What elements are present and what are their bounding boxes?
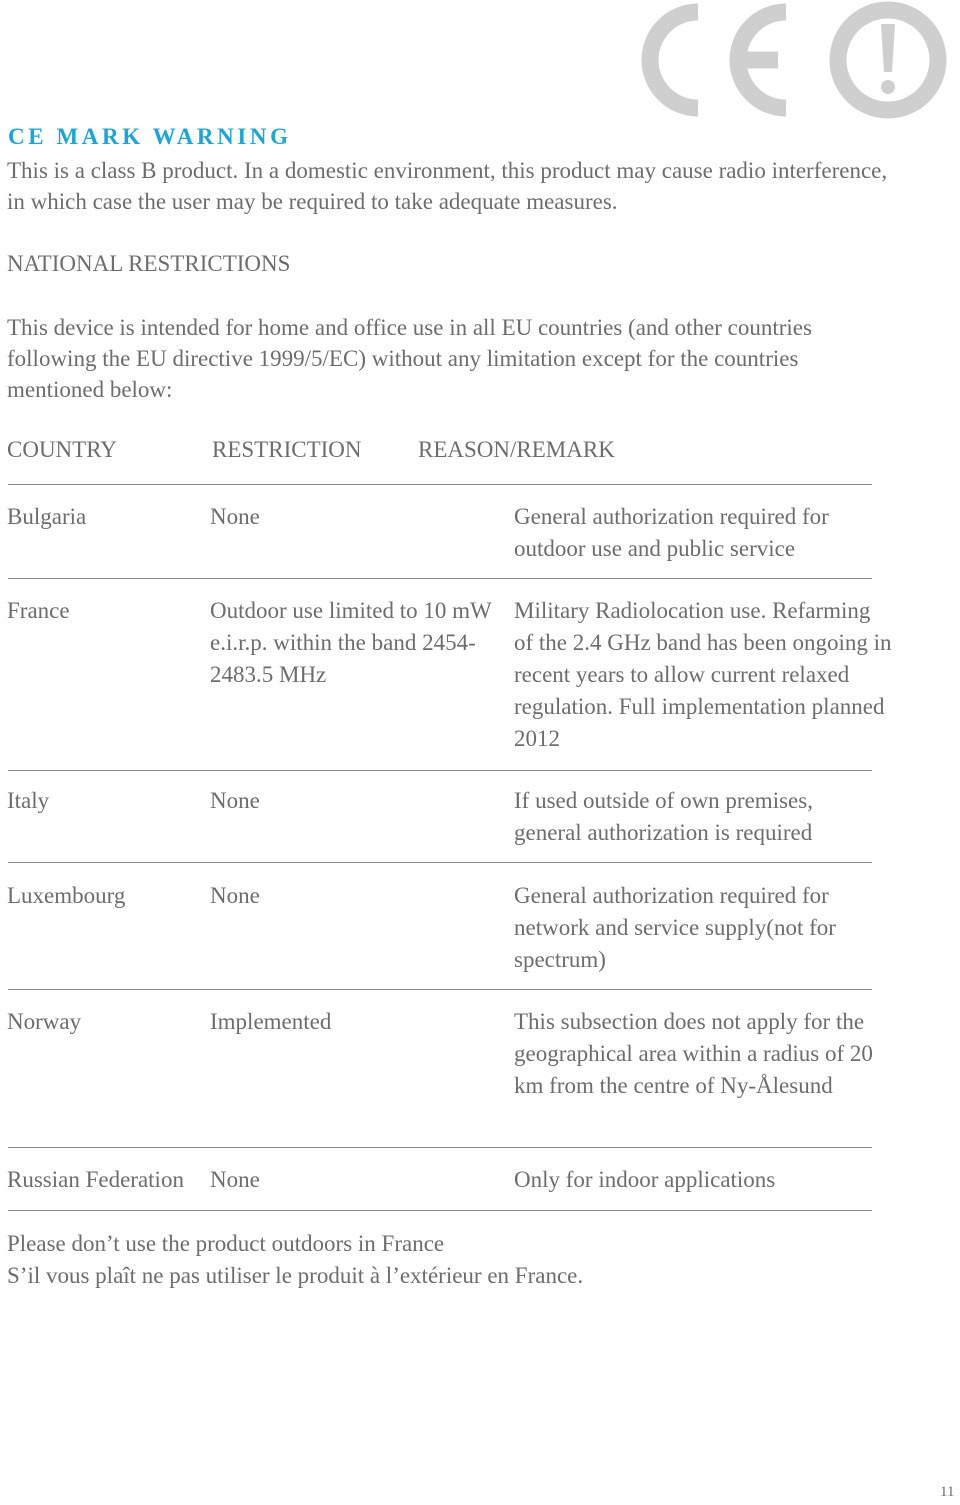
france-note-french: S’il vous plaît ne pas utiliser le produit à l’extérieur en France. <box>7 1263 584 1288</box>
table-divider <box>8 770 872 771</box>
table-divider <box>8 578 872 579</box>
remark-cell: General authorization required for outdoor use and public service <box>514 504 829 561</box>
france-note-english: Please don’t use the product outdoors in France <box>7 1231 445 1256</box>
restriction-cell: None <box>210 1167 260 1192</box>
header-country: COUNTRY <box>7 437 117 462</box>
table-divider <box>8 989 872 990</box>
table-divider <box>8 1210 872 1211</box>
national-restrictions-heading: NATIONAL RESTRICTIONS <box>7 251 291 276</box>
restriction-cell: None <box>210 883 260 908</box>
remark-cell: Military Radiolocation use. Refarming of the 2.4 GHz band has been ongoing in recent years to allow current relaxed regulation. Full implementation planned 2012 <box>514 598 892 751</box>
remark-cell: Only for indoor applications <box>514 1167 776 1192</box>
ce-mark-warning-heading: CE MARK WARNING <box>8 124 292 149</box>
header-restriction: RESTRICTION <box>212 437 362 462</box>
ce-mark-warning-text: This is a class B product. In a domestic environment, this product may cause radio interference, in which case the user may be required to take adequate measures. <box>7 158 888 214</box>
header-reason-remark: REASON/REMARK <box>418 437 615 462</box>
restriction-cell: Outdoor use limited to 10 mW e.i.r.p. within the band 2454-2483.5 MHz <box>210 598 492 687</box>
country-cell: Norway <box>7 1009 82 1034</box>
remark-cell: If used outside of own premises, general authorization is required <box>514 788 813 845</box>
country-cell: Russian Federation <box>7 1167 184 1192</box>
country-cell: Bulgaria <box>7 504 87 529</box>
table-divider <box>8 1147 872 1148</box>
table-divider <box>8 862 872 863</box>
france-outdoor-note <box>7 1228 583 1292</box>
national-restrictions-text: This device is intended for home and office use in all EU countries (and other countries following the EU directive 1999/5/EC) without any limitation except for the countries mentioned below: <box>7 315 812 402</box>
country-cell: France <box>7 598 70 623</box>
restriction-cell: Implemented <box>210 1009 332 1034</box>
country-cell: Italy <box>7 788 50 813</box>
remark-cell: General authorization required for network and service supply(not for spectrum) <box>514 883 836 972</box>
remark-cell: This subsection does not apply for the geographical area within a radius of 20 km from the centre of Ny-Ålesund <box>514 1009 873 1098</box>
page-number: 11 <box>940 1484 955 1500</box>
ce-mark-warning-icon <box>638 0 950 122</box>
restriction-cell: None <box>210 504 260 529</box>
table-divider <box>8 484 872 485</box>
country-cell: Luxembourg <box>7 883 126 908</box>
restriction-cell: None <box>210 788 260 813</box>
